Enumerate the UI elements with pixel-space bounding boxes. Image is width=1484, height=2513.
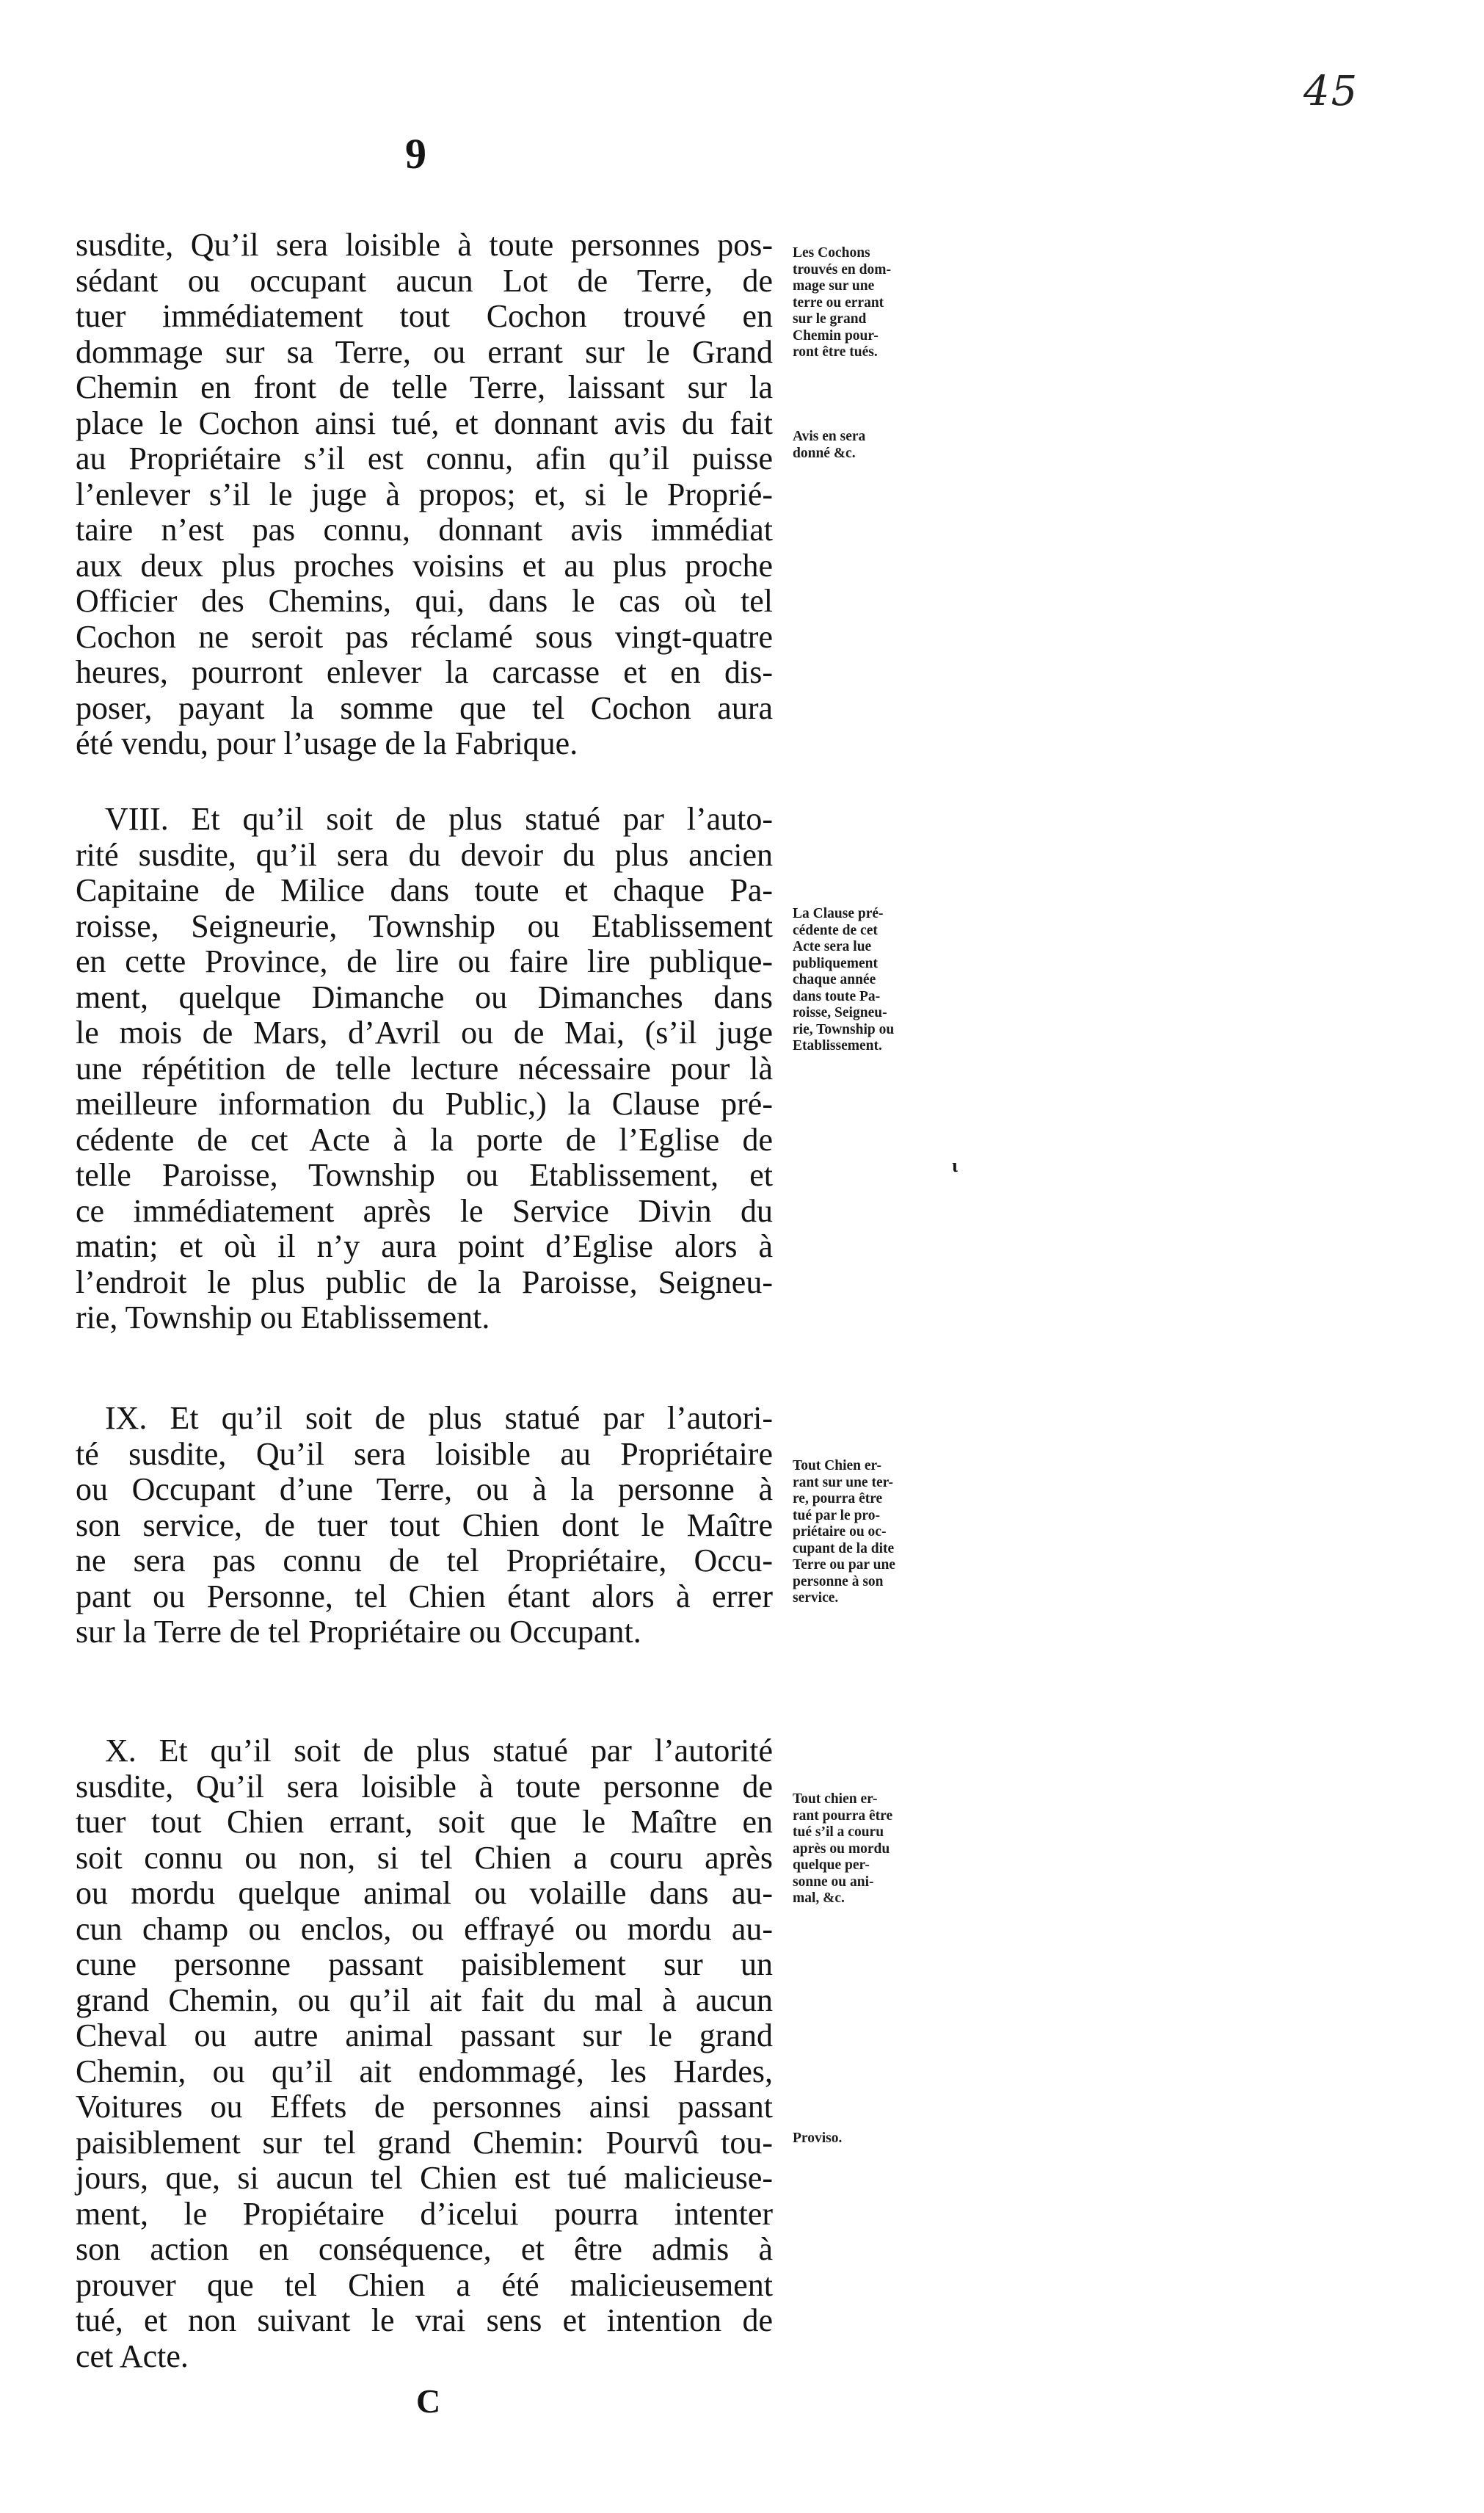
note-line: rant sur une ter-: [793, 1474, 894, 1490]
margin-note-dogs-owner: [793, 1458, 939, 1607]
note-line: La Clause pré-: [793, 906, 884, 921]
text-line: paisiblement sur tel grand Chemin: Pourvû tou-: [76, 2124, 773, 2161]
text-line: tuer tout Chien errant, soit que le Maître en: [76, 1804, 773, 1840]
note-line: personne à son: [793, 1573, 884, 1589]
text-line: Chemin, ou qu’il ait endommagé, les Hardes,: [76, 2053, 773, 2089]
handwritten-folio-number: 45: [1303, 68, 1359, 115]
text-line: sédant ou occupant aucun Lot de Terre, de: [76, 262, 773, 299]
text-line: rité susdite, qu’il sera du devoir du plus ancien: [76, 836, 773, 873]
text-line: IX. Et qu’il soit de plus statué par l’autori-: [105, 1400, 773, 1436]
text-line: té susdite, Qu’il sera loisible au Propriétaire: [76, 1435, 773, 1472]
text-line: Cheval ou autre animal passant sur le grand: [76, 2017, 773, 2053]
text-line: roisse, Seigneurie, Township ou Etablissement: [76, 907, 773, 944]
note-line: Tout Chien er-: [793, 1458, 881, 1473]
note-line: après ou mordu: [793, 1841, 890, 1857]
note-line: service.: [793, 1590, 839, 1606]
text-line: cun champ ou enclos, ou effrayé ou mordu au-: [76, 1910, 773, 1947]
text-line: au Propriétaire s’il est connu, afin qu’il puisse: [76, 440, 773, 476]
text-line: poser, payant la somme que tel Cochon aura: [76, 689, 773, 726]
text-line: ment, le Propiétaire d’icelui pourra intenter: [76, 2195, 773, 2232]
note-line: roisse, Seigneu-: [793, 1005, 887, 1020]
text-line: en cette Province, de lire ou faire lire publique-: [76, 943, 773, 979]
page-number: 9: [405, 130, 426, 178]
text-line: ce immédiatement après le Service Divin du: [76, 1192, 773, 1229]
text-line: ment, quelque Dimanche ou Dimanches dans: [76, 979, 773, 1015]
margin-note-pigs: [793, 245, 939, 361]
note-line: sur le grand: [793, 311, 867, 327]
note-line: Avis en sera: [793, 429, 866, 444]
section-x: [76, 1733, 773, 2374]
text-line: meilleure information du Public,) la Clause pré-: [76, 1086, 773, 1122]
text-line: soit connu ou non, si tel Chien a couru après: [76, 1839, 773, 1876]
margin-note-notice: [793, 429, 939, 462]
text-line: dommage sur sa Terre, ou errant sur le Grand: [76, 333, 773, 370]
text-line: susdite, Qu’il sera loisible à toute personne de: [76, 1768, 773, 1805]
text-line: Chemin en front de telle Terre, laissant sur la: [76, 369, 773, 405]
margin-note-reading: [793, 906, 939, 1055]
note-line: ront être tués.: [793, 344, 878, 360]
margin-note-dogs-bite: [793, 1791, 939, 1907]
note-line: tué s’il a couru: [793, 1824, 884, 1840]
note-line: terre ou errant: [793, 294, 884, 311]
text-line: cédente de cet Acte à la porte de l’Eglise de: [76, 1121, 773, 1158]
text-line: été vendu, pour l’usage de la Fabrique.: [76, 725, 578, 761]
note-line: Proviso.: [793, 2131, 843, 2146]
text-line: le mois de Mars, d’Avril ou de Mai, (s’il juge: [76, 1015, 773, 1051]
note-line: dans toute Pa-: [793, 988, 881, 1004]
text-line: VIII. Et qu’il soit de plus statué par l’auto-: [105, 801, 773, 837]
text-line: l’endroit le plus public de la Paroisse, Seigneu-: [76, 1263, 773, 1300]
note-line: chaque année: [793, 972, 876, 987]
text-line: tué, et non suivant le vrai sens et intention de: [76, 2302, 773, 2338]
text-line: ou mordu quelque animal ou volaille dans au-: [76, 1875, 773, 1911]
text-line: grand Chemin, ou qu’il ait fait du mal à aucun: [76, 1981, 773, 2018]
note-line: publiquement: [793, 955, 878, 971]
note-line: tué par le pro-: [793, 1507, 880, 1523]
signature-mark: C: [416, 2382, 441, 2420]
note-line: Etablissement.: [793, 1038, 882, 1054]
note-line: Terre ou par une: [793, 1557, 895, 1573]
text-line: susdite, Qu’il sera loisible à toute personnes pos-: [76, 227, 773, 263]
text-line: Officier des Chemins, qui, dans le cas où tel: [76, 583, 773, 619]
note-line: Chemin pour-: [793, 327, 879, 344]
text-line: une répétition de telle lecture nécessaire pour là: [76, 1050, 773, 1087]
text-line: telle Paroisse, Township ou Etablissement, et: [76, 1157, 773, 1193]
text-line: l’enlever s’il le juge à propos; et, si le Proprié-: [76, 476, 773, 512]
text-line: son service, de tuer tout Chien dont le Maître: [76, 1506, 773, 1543]
note-line: Tout chien er-: [793, 1791, 878, 1807]
note-line: trouvés en dom-: [793, 261, 891, 278]
text-line: ou Occupant d’une Terre, ou à la personne à: [76, 1471, 773, 1507]
note-line: quelque per-: [793, 1857, 870, 1873]
note-line: Les Cochons: [793, 245, 870, 261]
margin-note-proviso: [793, 2131, 939, 2147]
text-line: pant ou Personne, tel Chien étant alors à errer: [76, 1578, 773, 1614]
note-line: mage sur une: [793, 278, 875, 294]
text-line: Capitaine de Milice dans toute et chaque Pa-: [76, 872, 773, 908]
note-line: sonne ou ani-: [793, 1874, 874, 1890]
note-line: rant pourra être: [793, 1807, 893, 1824]
note-line: Acte sera lue: [793, 939, 872, 954]
text-line: cet Acte.: [76, 2338, 189, 2374]
text-line: taire n’est pas connu, donnant avis immédiat: [76, 512, 773, 548]
text-line: prouver que tel Chien a été malicieusement: [76, 2266, 773, 2303]
text-line: tuer immédiatement tout Cochon trouvé en: [76, 298, 773, 334]
text-line: matin; et où il n’y aura point d’Eglise alors à: [76, 1228, 773, 1264]
text-line: cune personne passant paisiblement sur un: [76, 1946, 773, 1982]
text-line: Voitures ou Effets de personnes ainsi passant: [76, 2089, 773, 2125]
text-line: heures, pourront enlever la carcasse et en dis-: [76, 654, 773, 690]
text-line: rie, Township ou Etablissement.: [76, 1299, 490, 1335]
text-line: son action en conséquence, et être admis à: [76, 2231, 773, 2267]
text-line: ne sera pas connu de tel Propriétaire, Occu-: [76, 1542, 773, 1578]
note-line: mal, &c.: [793, 1890, 845, 1906]
note-line: priétaire ou oc-: [793, 1524, 887, 1540]
note-line: rie, Township ou: [793, 1021, 895, 1037]
text-line: place le Cochon ainsi tué, et donnant avis du fait: [76, 405, 773, 441]
text-line: aux deux plus proches voisins et au plus proche: [76, 547, 773, 584]
text-line: sur la Terre de tel Propriétaire ou Occupant.: [76, 1614, 641, 1650]
text-line: X. Et qu’il soit de plus statué par l’autorité: [105, 1733, 773, 1769]
text-line: Cochon ne seroit pas réclamé sous vingt-quatre: [76, 618, 773, 655]
note-line: cupant de la dite: [793, 1540, 895, 1556]
section-viii: [76, 802, 773, 1336]
stray-print-mark: ɩ: [952, 1155, 959, 1176]
text-line: jours, que, si aucun tel Chien est tué malicieuse-: [76, 2160, 773, 2196]
note-line: donné &c.: [793, 445, 856, 461]
note-line: re, pourra être: [793, 1491, 883, 1506]
section-pig-clause: [76, 228, 773, 762]
section-ix: [76, 1401, 773, 1650]
note-line: cédente de cet: [793, 922, 878, 938]
